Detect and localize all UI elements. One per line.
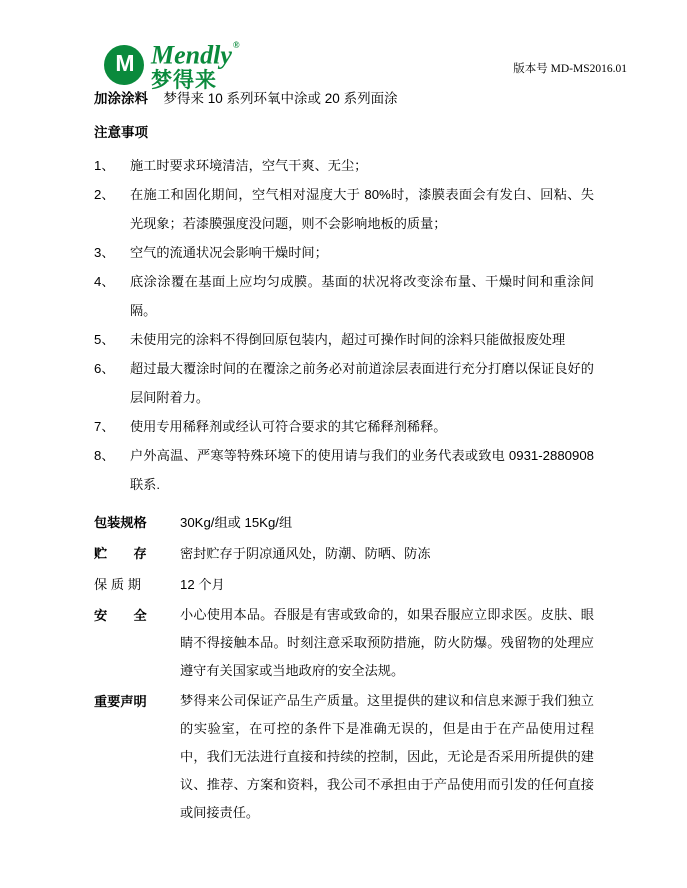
list-item <box>94 354 594 412</box>
spec-row-packaging <box>94 508 594 537</box>
registered-mark-icon: ® <box>232 40 240 50</box>
list-item <box>94 151 594 180</box>
spec-label: 安 全 <box>94 608 147 623</box>
spec-value: 30Kg/组或 15Kg/组 <box>180 515 293 530</box>
list-item-number: 5、 <box>94 332 115 347</box>
notice-heading: 注意事项 <box>94 125 148 140</box>
list-item-text: 使用专用稀释剂或经认可符合要求的其它稀释剂稀释。 <box>130 419 447 434</box>
list-item-text: 空气的流通状况会影响干燥时间； <box>130 245 328 260</box>
list-item <box>94 267 594 325</box>
logo-mark-icon <box>104 45 144 85</box>
spec-label: 贮 存 <box>94 546 147 561</box>
list-item-number: 7、 <box>94 419 115 434</box>
topcoat-text: 梦得来 10 系列环氧中涂或 20 系列面涂 <box>163 91 398 106</box>
spec-value: 12 个月 <box>180 577 225 592</box>
list-item-number: 3、 <box>94 245 115 260</box>
version-number: 版本号 MD-MS2016.01 <box>513 63 627 75</box>
spec-value: 梦得来公司保证产品生产质量。这里提供的建议和信息来源于我们独立的实验室，在可控的条件下是准确无误的，但是由于在产品使用过程中，我们无法进行直接和持续的控制，因此，无论是否采用所提供的建议、推荐、方案和资料，我公司不承担由于产品使用而引发的任何直接或间接责任。 <box>180 693 594 820</box>
document-content <box>0 88 687 827</box>
logo-text <box>151 38 239 92</box>
list-item-text: 在施工和固化期间，空气相对湿度大于 80%时，漆膜表面会有发白、回粘、失光现象；若漆膜强度没问题，则不会影响地板的质量； <box>130 187 594 231</box>
list-item-text: 未使用完的涂料不得倒回原包装内，超过可操作时间的涂料只能做报废处理 <box>130 332 566 347</box>
notice-list <box>0 151 687 499</box>
specs-section <box>0 508 687 827</box>
list-item-number: 6、 <box>94 361 115 376</box>
list-item-text: 超过最大覆涂时间的在覆涂之前务必对前道涂层表面进行充分打磨以保证良好的层间附着力。 <box>130 361 594 405</box>
logo-letter: M <box>115 50 133 77</box>
spec-label: 保 质 期 <box>94 577 141 592</box>
list-item <box>94 238 594 267</box>
spec-label: 重要声明 <box>94 694 147 709</box>
list-item-number: 2、 <box>94 187 115 202</box>
spec-value: 小心使用本品。吞服是有害或致命的，如果吞服应立即求医。皮肤、眼睛不得接触本品。时刻注意采取预防措施，防火防爆。残留物的处理应遵守有关国家或当地政府的安全法规。 <box>180 607 594 678</box>
list-item <box>94 180 594 238</box>
spec-value: 密封贮存于阴凉通风处，防潮、防晒、防冻 <box>180 546 431 561</box>
company-logo <box>104 38 239 92</box>
logo-en-name: Mendly® <box>151 40 240 70</box>
spec-row-shelf-life <box>94 570 594 599</box>
list-item <box>94 412 594 441</box>
spec-label: 包装规格 <box>94 515 147 530</box>
spec-row-statement <box>94 687 594 827</box>
list-item-number: 1、 <box>94 158 115 173</box>
spec-row-safety <box>94 601 594 685</box>
list-item-number: 4、 <box>94 274 115 289</box>
list-item-text: 施工时要求环境清洁，空气干爽、无尘； <box>130 158 368 173</box>
spec-row-storage <box>94 539 594 568</box>
topcoat-label: 加涂涂料 <box>94 91 148 106</box>
list-item-text: 户外高温、严寒等特殊环境下的使用请与我们的业务代表或致电 0931-2880908 联系. <box>130 448 594 492</box>
list-item <box>94 441 594 499</box>
list-item <box>94 325 594 354</box>
list-item-text: 底涂涂覆在基面上应均匀成膜。基面的状况将改变涂布量、干燥时间和重涂间隔。 <box>130 274 594 318</box>
topcoat-line <box>94 88 687 110</box>
document-header <box>0 0 687 92</box>
list-item-number: 8、 <box>94 448 115 463</box>
logo-cn-name: 梦得来 <box>151 68 217 92</box>
